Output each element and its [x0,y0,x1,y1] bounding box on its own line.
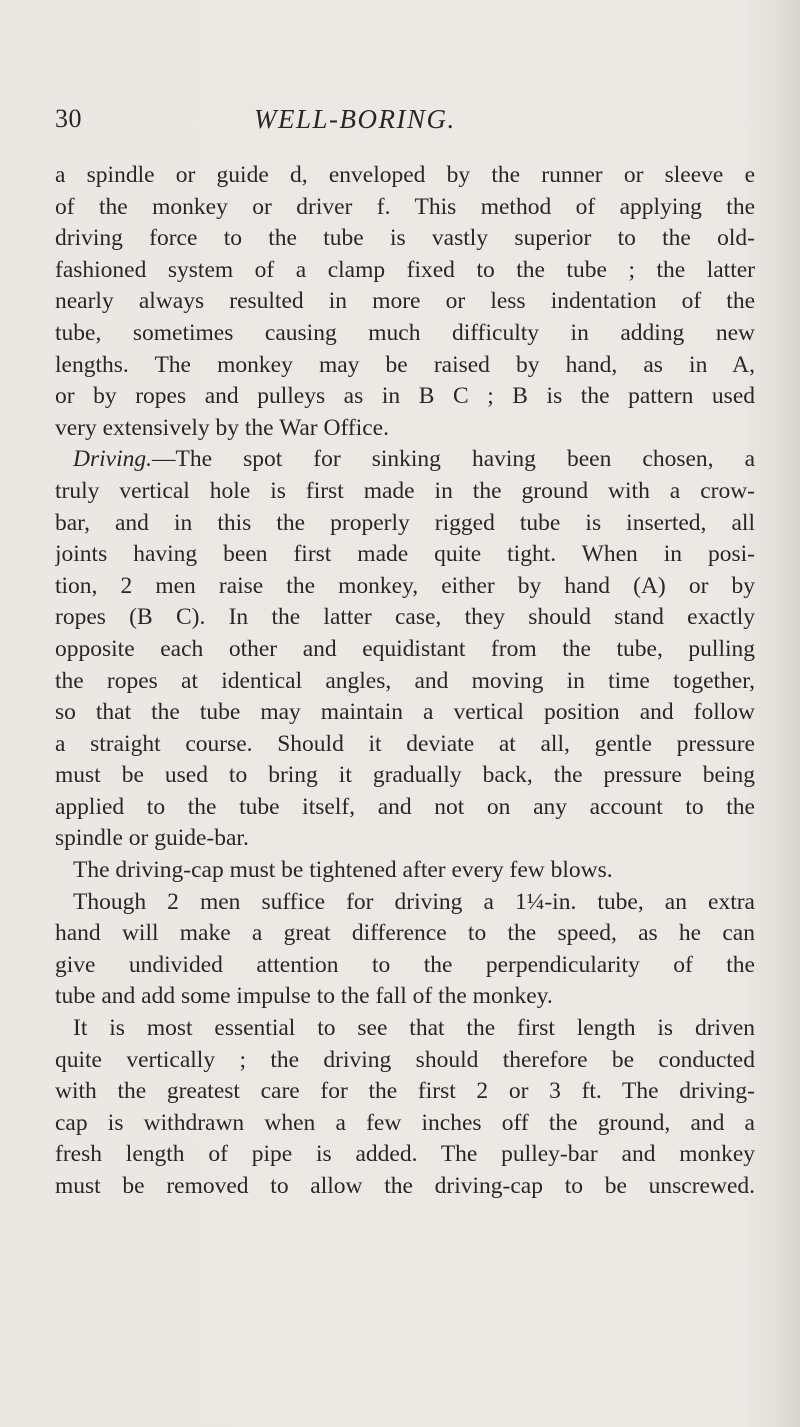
text-line: the ropes at identical angles, and moving in time together, [55,667,755,694]
text-line: joints having been first made quite tight. When in posi- [55,541,755,568]
text-line: tube, sometimes causing much difficulty in adding new [55,319,755,346]
text-line: driving force to the tube is vastly superior to the old- [55,225,755,252]
text-line: must be used to bring it gradually back, the pressure being [55,762,755,789]
text-line: of the monkey or driver f. This method of applying the [55,193,755,220]
page-number: 30 [55,104,82,133]
text-line: applied to the tube itself, and not on any account to the [55,793,755,820]
text-line: a spindle or guide d, enveloped by the runner or sleeve e [55,162,755,188]
text-line: must be removed to allow the driving-cap to be unscrewed. [55,1173,755,1199]
text-line: quite vertically ; the driving should therefore be conducted [55,1046,755,1073]
text-line: hand will make a great difference to the speed, as he can [55,920,755,947]
text-line: It is most essential to see that the first length is driven [73,1015,755,1042]
text-line: truly vertical hole is first made in the ground with a crow- [55,477,755,504]
text-line: tube and add some impulse to the fall of the monkey. [55,983,553,1010]
text-line: Though 2 men suffice for driving a 1¼-in. tube, an extra [73,888,755,915]
body-text [55,160,755,1203]
text-line: ropes (B C). In the latter case, they should stand exactly [55,604,755,631]
text-line: lengths. The monkey may be raised by hand, as in A, [55,351,755,378]
text-line: fashioned system of a clamp fixed to the tube ; the latter [55,256,755,283]
text-line: tion, 2 men raise the monkey, either by hand (A) or by [55,572,755,599]
text-line: bar, and in this the properly rigged tube is inserted, all [55,509,755,536]
text-line: with the greatest care for the first 2 or 3 ft. The driving- [55,1078,755,1105]
running-title: WELL-BORING. [254,104,456,134]
section-heading: Driving. [73,446,152,473]
text-line: fresh length of pipe is added. The pulley-bar and monkey [55,1141,755,1168]
text-line: so that the tube may maintain a vertical position and follow [55,699,755,726]
page-header [55,104,755,144]
text-line: The driving-cap must be tightened after every few blows. [73,857,613,884]
text-line: or by ropes and pulleys as in B C ; B is the pattern used [55,383,755,410]
text-line: opposite each other and equidistant from the tube, pulling [55,635,755,662]
text-line: very extensively by the War Office. [55,414,389,441]
text-line: cap is withdrawn when a few inches off the ground, and a [55,1109,755,1136]
text-line: give undivided attention to the perpendicularity of the [55,951,755,978]
text-line [55,444,755,476]
text-line-content: —The spot for sinking having been chosen, a [151,446,755,473]
text-line: spindle or guide-bar. [55,825,249,852]
text-line: a straight course. Should it deviate at all, gentle pressure [55,730,755,757]
text-line: nearly always resulted in more or less indentation of the [55,288,755,315]
